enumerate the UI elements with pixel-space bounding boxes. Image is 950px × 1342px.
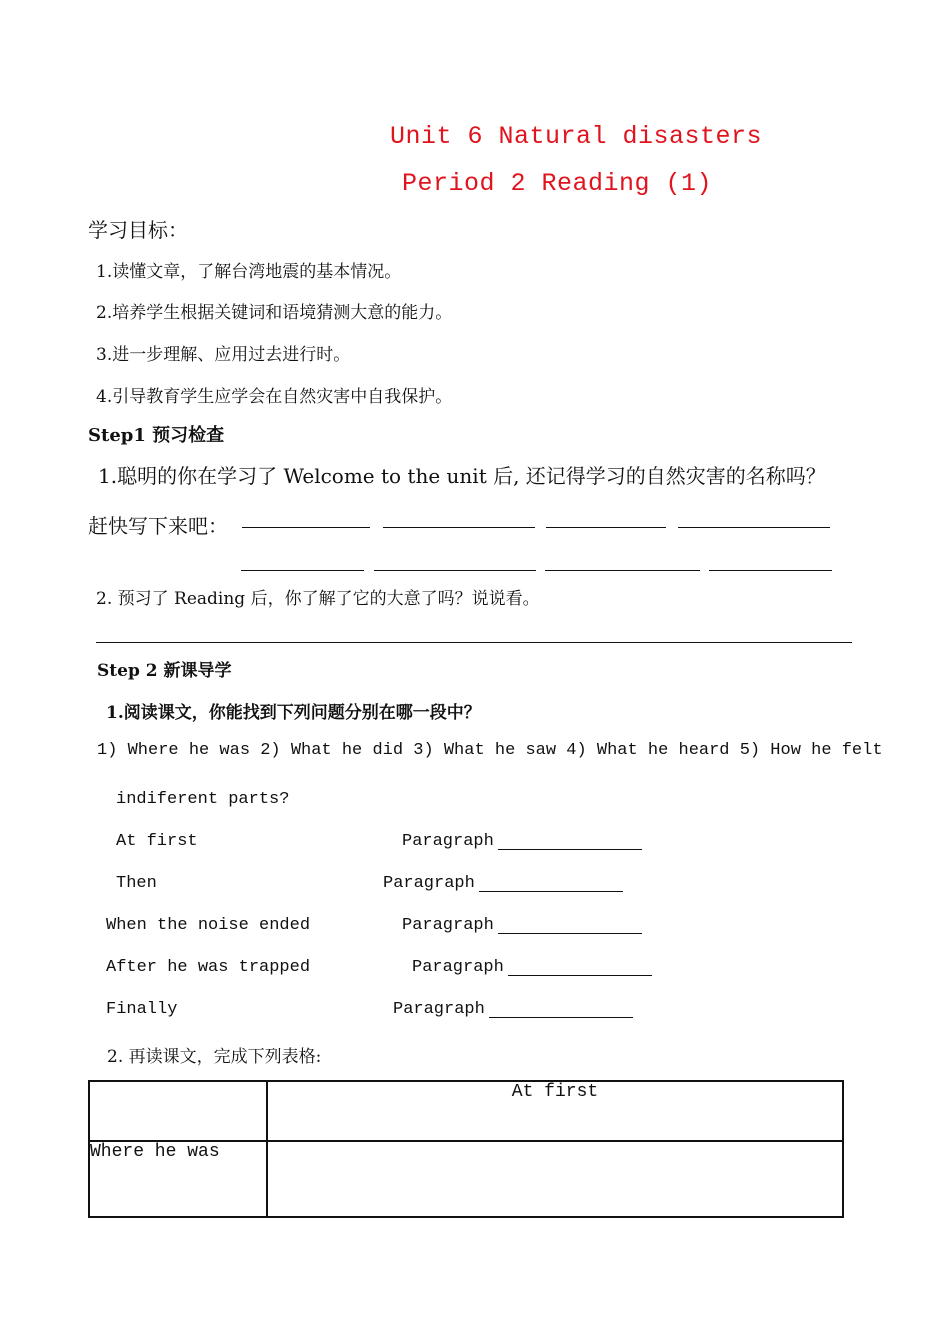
row-label: Finally	[106, 1000, 178, 1019]
objective-item: 3.进一步理解、应用过去进行时。	[96, 345, 351, 365]
step1-heading: Step1 预习检查	[88, 425, 225, 446]
paragraph-blank[interactable]	[498, 933, 642, 934]
row-label: After he was trapped	[106, 958, 311, 977]
row-paragraph-label: Paragraph	[393, 1000, 485, 1019]
table-header-at-first: At first	[267, 1081, 843, 1141]
title-line-1: Unit 6 Natural disasters	[390, 122, 763, 151]
step2-heading: Step 2 新课导学	[97, 661, 232, 681]
row-paragraph-label: Paragraph	[412, 958, 504, 977]
answer-blank[interactable]	[546, 527, 666, 528]
answer-blank[interactable]	[545, 570, 700, 571]
paragraph-blank[interactable]	[508, 975, 652, 976]
objectives-heading: 学习目标：	[88, 218, 188, 242]
objective-item: 2.培养学生根据关键词和语境猜测大意的能力。	[96, 303, 453, 323]
answer-blank[interactable]	[383, 527, 535, 528]
paragraph-blank[interactable]	[489, 1017, 633, 1018]
step1-question-2: 2. 预习了 Reading 后，你了解了它的大意了吗？说说看。	[96, 589, 540, 609]
answer-blank[interactable]	[374, 570, 536, 571]
step2-question-1-options: 1) Where he was 2) What he did 3) What he saw 4) What he heard 5) How he felt	[97, 741, 883, 760]
answer-blank[interactable]	[709, 570, 832, 571]
table-row-label: Where he was	[89, 1141, 267, 1217]
step2-question-2: 2. 再读课文，完成下列表格:	[107, 1047, 322, 1067]
row-paragraph-label: Paragraph	[383, 874, 475, 893]
objective-item: 4.引导教育学生应学会在自然灾害中自我保护。	[96, 387, 453, 407]
answer-blank[interactable]	[241, 570, 364, 571]
row-label: At first	[116, 832, 198, 851]
row-label: Then	[116, 874, 157, 893]
paragraph-blank[interactable]	[498, 849, 642, 850]
answer-blank[interactable]	[678, 527, 830, 528]
step2-question-1-options-cont: indiferent parts?	[116, 790, 290, 809]
title-line-2: Period 2 Reading (1)	[402, 169, 713, 198]
step2-question-1: 1.阅读课文，你能找到下列问题分别在哪一段中？	[106, 703, 481, 723]
row-paragraph-label: Paragraph	[402, 916, 494, 935]
objective-item: 1.读懂文章，了解台湾地震的基本情况。	[96, 262, 402, 282]
row-label: When the noise ended	[106, 916, 311, 935]
reading-table	[88, 1080, 844, 1218]
table-answer-cell[interactable]	[267, 1141, 843, 1217]
paragraph-blank[interactable]	[479, 891, 623, 892]
answer-blank[interactable]	[242, 527, 370, 528]
step1-question-1: 1.聪明的你在学习了 Welcome to the unit 后, 还记得学习的自然灾害的名称吗？	[98, 464, 826, 488]
row-paragraph-label: Paragraph	[402, 832, 494, 851]
table-corner-cell[interactable]	[89, 1081, 267, 1141]
step1-question-1-prompt: 赶快写下来吧：	[88, 514, 228, 538]
answer-line[interactable]	[96, 642, 852, 643]
